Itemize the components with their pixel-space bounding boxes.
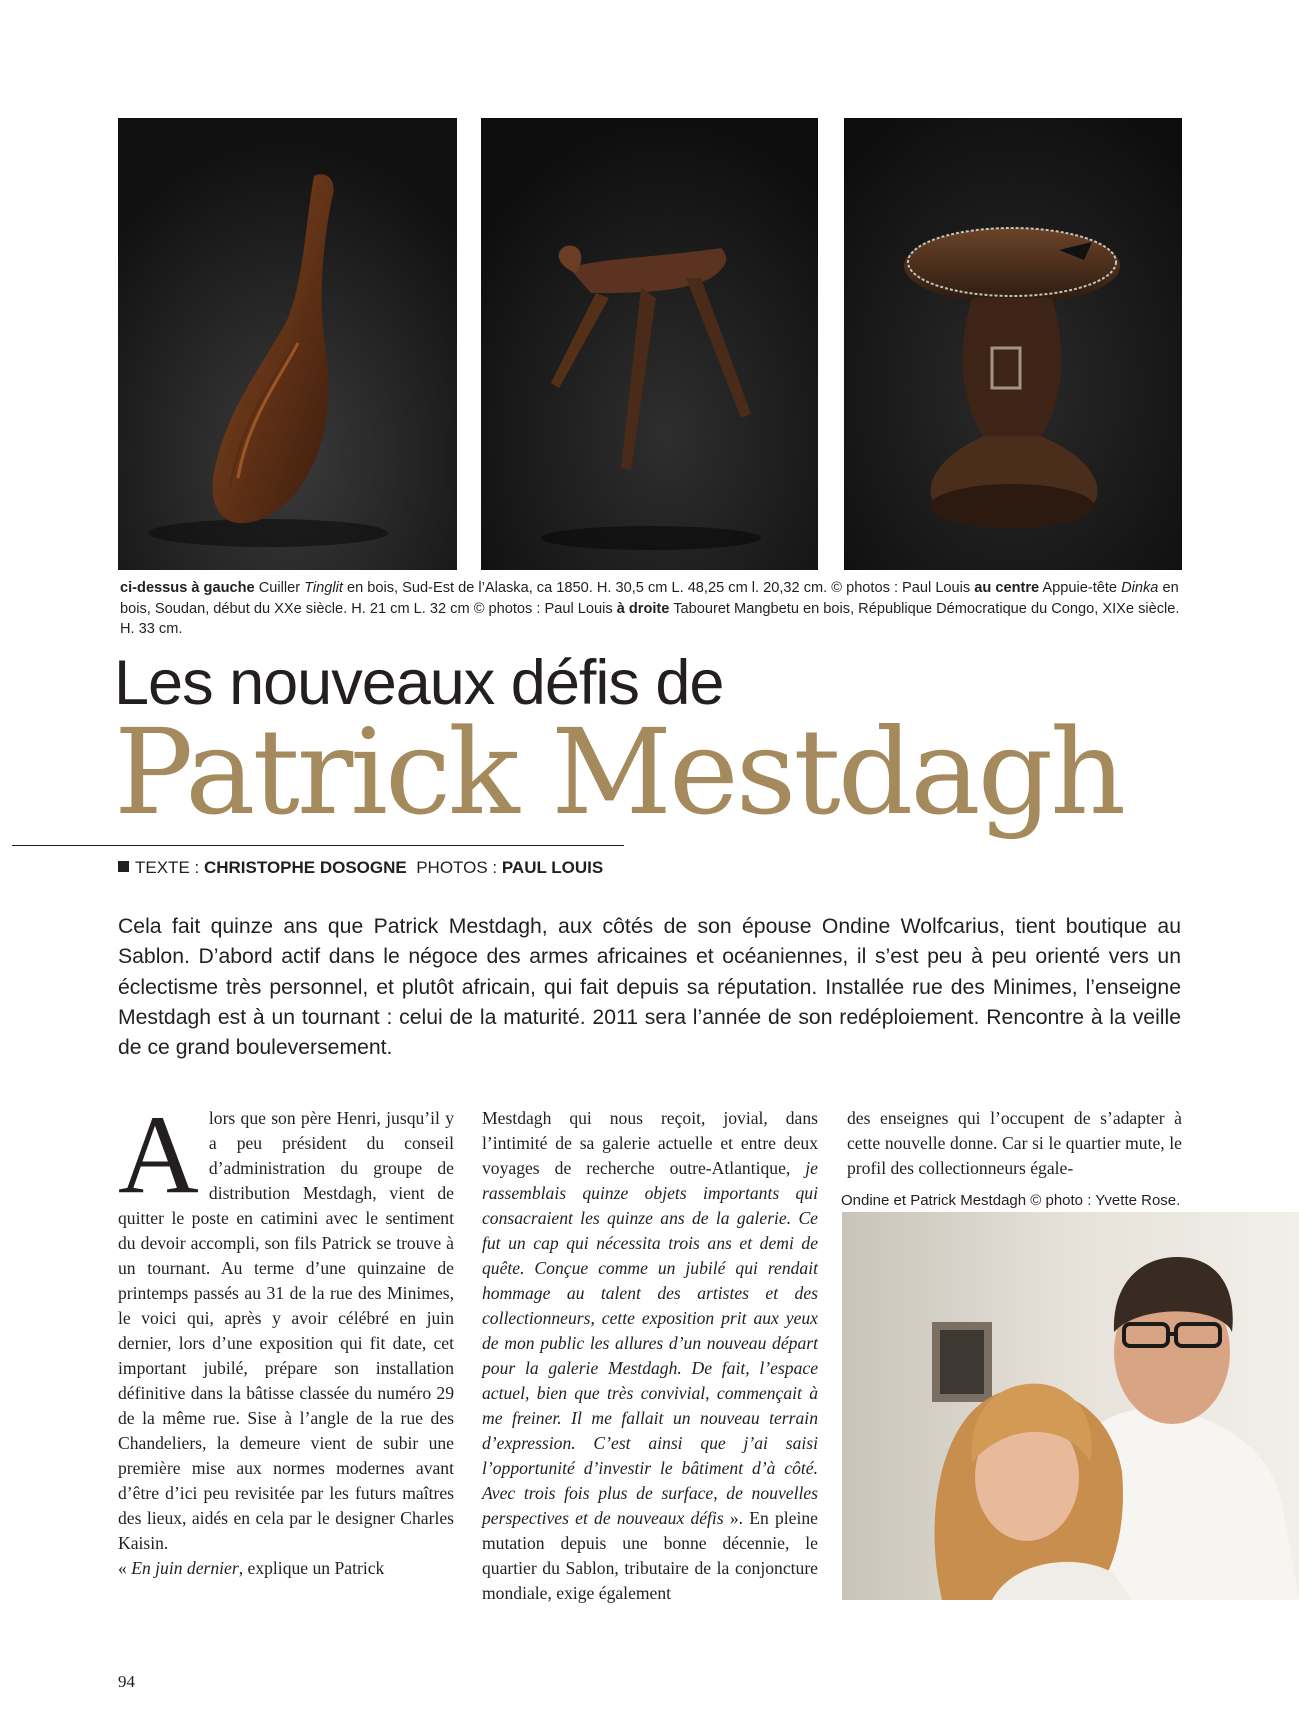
caption-right-text: Tabouret Mangbetu en bois, République Démocratique du Congo, XIXe siècle. H. 33 cm. <box>120 600 1180 637</box>
page-number: 94 <box>118 1672 135 1691</box>
column-2-text: Mestdagh qui nous reçoit, jovial, dans l’intimité de sa galerie actuelle et entre deux voyages de recherche outre-Atlantique, <box>482 1108 818 1178</box>
byline-photos-label: PHOTOS : <box>416 858 502 877</box>
column-3-text: des enseignes qui l’occupent de s’adapter à cette nouvelle donne. Car si le quartier mute, le profil des collectionneurs égale- <box>847 1108 1182 1178</box>
body-column-2 <box>482 1106 818 1606</box>
caption-center-label: au centre <box>974 580 1040 596</box>
portrait-caption: Ondine et Patrick Mestdagh © photo : Yvette Rose. <box>841 1192 1181 1209</box>
caption-left-text: Cuiller <box>254 580 305 596</box>
column-2-quote: je rassemblais quinze objets importants qui consacraient les quinze ans de la galerie. Ce fut un cap qui nécessita trois ans et demi de quête. Conçue comme un jubilé qui rendait hommage au talent des artistes et des collectionneurs, cette exposition prit aux yeux de mon public les allures d’un nouveau départ pour la galerie Mestdagh. De fait, l’espace actuel, bien que très convivial, commençait à me freiner. Il me fallait un nouveau terrain d’expression. C’est ainsi que j’ai saisi l’opportunité d’investir le bâtiment d’à côté. Avec trois fois plus de surface, de nouvelles perspectives et de nouveaux défis <box>482 1158 818 1528</box>
caption-left-label: ci-dessus à gauche <box>120 580 255 596</box>
couple-portrait-photo <box>842 1212 1299 1600</box>
body-column-3 <box>847 1106 1182 1181</box>
title-line-2: Patrick Mestdagh <box>114 703 1124 841</box>
column-1-text: lors que son père Henri, jusqu’il y a peu président du conseil d’administration du groupe de distribution Mestdagh, vient de quitter le poste en catimini avec le sentiment du devoir accompli, son fils Patrick se trouve à un tournant. Au terme d’une quinzaine de printemps passés au 31 de la rue des Minimes, le voici qui, après y avoir célébré en juin dernier, lors d’une exposition qui fit date, cet important jubilé, prépare son installation définitive dans la bâtisse classée du numéro 29 de la même rue. Sise à l’angle de la rue des Chandeliers, la demeure vient de subir une première mise aux normes modernes avant d’être d’ici peu revisitée par les futurs maîtres des lieux, aidés en cela par le designer Charles Kaisin. <box>118 1108 454 1553</box>
column-1-quote-italic: En juin dernier <box>131 1558 239 1578</box>
body-column-1 <box>118 1093 454 1581</box>
byline <box>118 857 603 879</box>
byline-text-label: TEXTE : <box>135 858 204 877</box>
byline-photographer: PAUL LOUIS <box>501 858 604 877</box>
caption-left-text-2: en bois, Sud-Est de l’Alaska, ca 1850. H. 30,5 cm L. 48,25 cm l. 20,32 cm. © photos : Paul Louis <box>342 580 975 596</box>
column-1-quote-open: « <box>118 1558 132 1578</box>
caption-center-text: Appuie-tête <box>1039 580 1122 596</box>
byline-author: CHRISTOPHE DOSOGNE <box>203 858 407 877</box>
caption-right-label: à droite <box>616 600 670 617</box>
spoon-photo <box>118 118 457 570</box>
column-1-quote-rest: , explique un Patrick <box>238 1558 385 1578</box>
intro-paragraph: Cela fait quinze ans que Patrick Mestdagh, aux côtés de son épouse Ondine Wolfcarius, tient boutique au Sablon. D’abord actif dans le négoce des armes africaines et océaniennes, il s’est peu à peu orienté vers un éclectisme très personnel, et plutôt africain, qui fait depuis sa réputation. Installée rue des Minimes, l’enseigne Mestdagh est à un tournant : celui de la maturité. 2011 sera l’année de son redéploiement. Rencontre à la veille de ce grand bouleversement. <box>118 915 1181 1060</box>
caption-center-italic: Dinka <box>1121 580 1159 596</box>
caption-center-text-2: en bois, Soudan, début du XXe siècle. H. 21 cm L. 32 cm © photos : Paul Louis <box>120 580 1179 617</box>
caption-left-italic: Tinglit <box>304 580 343 596</box>
column-2-text-2: ». En pleine mutation depuis une bonne décennie, le quartier du Sablon, tributaire de la conjoncture mondiale, exige également <box>482 1508 818 1603</box>
title-line-1: Les nouveaux défis de <box>114 648 724 718</box>
drop-cap: A <box>118 1093 199 1217</box>
square-bullet-icon <box>118 861 129 872</box>
stool-photo <box>844 118 1182 570</box>
photo-captions <box>120 578 1182 640</box>
headrest-photo <box>481 118 818 570</box>
title-rule <box>12 845 624 846</box>
